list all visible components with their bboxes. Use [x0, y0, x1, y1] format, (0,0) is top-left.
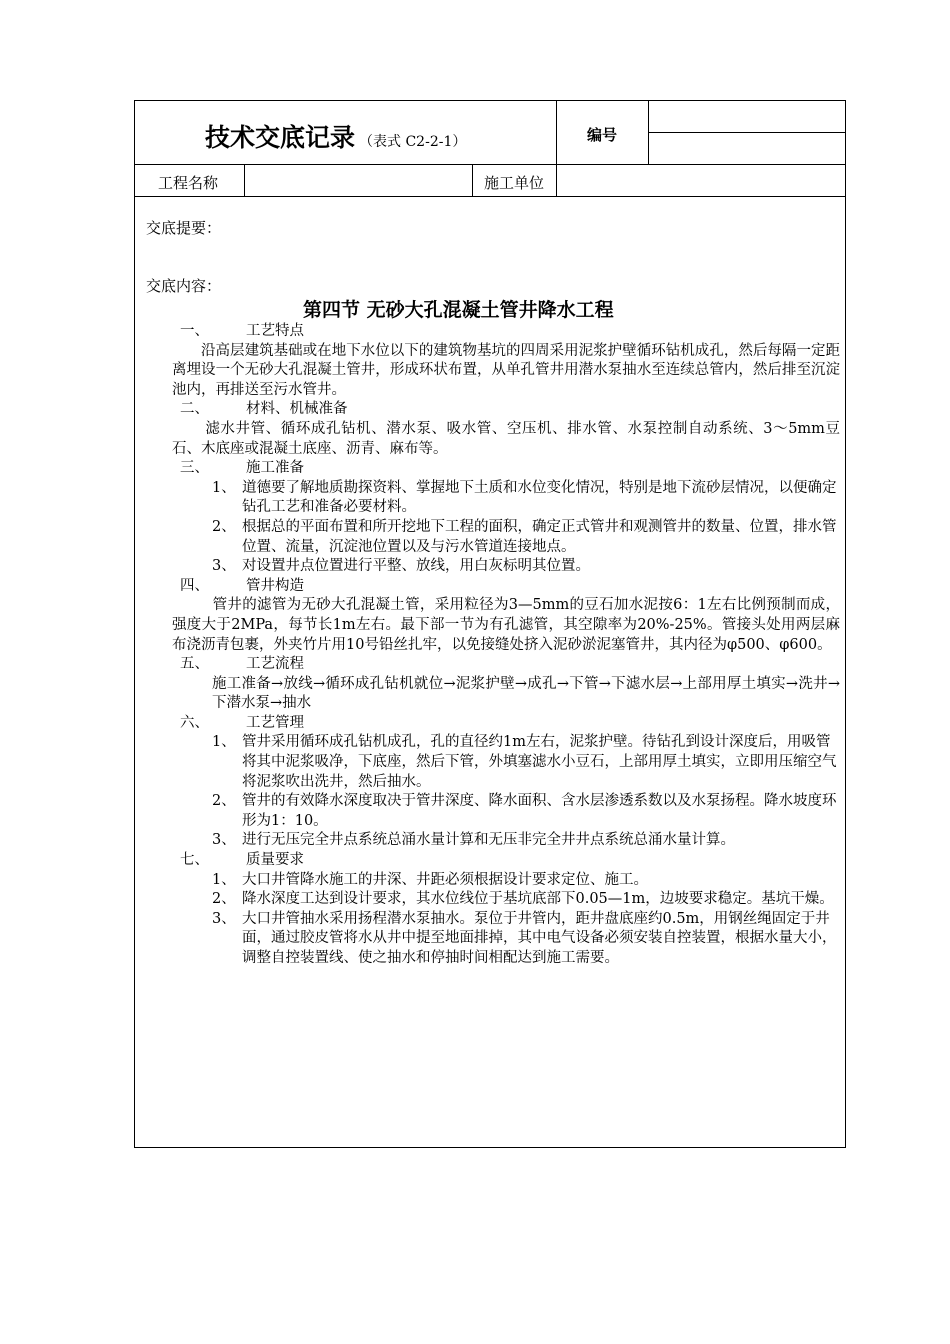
col-divider-project-label — [244, 164, 245, 196]
list-item: 3、 进行无压完全井点系统总涌水量计算和无压非完全井井点系统总涌水量计算。 — [212, 832, 735, 849]
section-heading: 六、 工艺管理 — [180, 714, 304, 731]
section-heading: 五、 工艺流程 — [180, 656, 304, 673]
content-body — [172, 322, 840, 969]
project-name-label: 工程名称 — [158, 174, 219, 192]
document-title — [205, 118, 466, 154]
list-item: 2、 根据总的平面布置和所开挖地下工程的面积，确定正式管井和观测管井的数量、位置，排水管位置、流量，沉淀池位置以及与污水管道连接地点。 — [212, 518, 837, 555]
title-text: 技术交底记录 — [205, 123, 356, 152]
col-divider-unit-label — [472, 164, 473, 196]
number-cell-divider — [648, 132, 846, 133]
col-divider-number — [648, 100, 649, 164]
form-code: （表式 C2-2-1） — [359, 134, 467, 150]
section-heading: 一、 工艺特点 — [180, 323, 304, 339]
section-heading: 三、 施工准备 — [180, 460, 304, 477]
section-title: 第四节 无砂大孔混凝土管井降水工程 — [303, 299, 614, 321]
section-paragraph: 施工准备→放线→循环成孔钻机就位→泥浆护壁→成孔→下管→下滤水层→上部用厚土填实→洗井→下潜水泵→抽水 — [212, 675, 840, 712]
summary-label: 交底提要： — [146, 219, 222, 237]
list-item: 1、 管井采用循环成孔钻机成孔，孔的直径约1m左右，泥浆护壁。待钻孔到设计深度后，用吸管将其中泥浆吸净，下底座，然后下管，外填塞滤水小豆石，上部用厚土填实，立即用压缩空气将泥浆吹出洗井，然后抽水。 — [212, 734, 837, 790]
list-item: 1、 道德要了解地质勘探资料、掌握地下土质和水位变化情况，特别是地下流砂层情况，以便确定钻孔工艺和准备必要材料。 — [212, 479, 837, 516]
row-divider-header — [134, 164, 846, 165]
list-item: 3、 大口井管抽水采用扬程潜水泵抽水。泵位于井管内，距井盘底座约0.5m，用钢丝绳固定于井面，通过胶皮管将水从井中提至地面排掉，其中电气设备必须安装自控装置，根据水量大小，调整自控装置线、使之抽水和停抽时间相配达到施工需要。 — [212, 910, 837, 966]
construction-unit-label: 施工单位 — [484, 174, 545, 192]
col-divider-unit-value — [556, 164, 557, 196]
section-paragraph: 滤水井管、循环成孔钻机、潜水泵、吸水管、空压机、排水管、水泵控制自动系统、3～5mm豆石、木底座或混凝土底座、沥青、麻布等。 — [172, 420, 840, 457]
list-item: 3、 对设置井点位置进行平整、放线，用白灰标明其位置。 — [212, 558, 590, 575]
list-item: 1、 大口井管降水施工的井深、井距必须根据设计要求定位、施工。 — [212, 871, 648, 888]
content-label: 交底内容： — [146, 277, 222, 295]
section-heading: 四、 管井构造 — [180, 577, 304, 594]
section-heading: 二、 材料、机械准备 — [180, 401, 348, 418]
section-paragraph: 沿高层建筑基础或在地下水位以下的建筑物基坑的四周采用泥浆护壁循环钻机成孔，然后每隔一定距离埋设一个无砂大孔混凝土管井，形成环状布置，从单孔管井用潜水泵抽水至连续总管内，然后排至沉淀池内，再排送至污水管井。 — [172, 342, 840, 398]
section-paragraph: 管井的滤管为无砂大孔混凝土管，采用粒径为3—5mm的豆石加水泥按6：1左右比例预制而成，强度大于2MPa，每节长1m左右。最下部一节为有孔滤管，其空隙率为20%-25%。管接头处用两层麻布浇沥青包裹，外夹竹片用10号铅丝扎牢，以免接缝处挤入泥砂淤泥塞管井，其内径为φ500、φ600。 — [172, 597, 840, 653]
section-heading: 七、 质量要求 — [180, 852, 304, 869]
row-divider-project — [134, 196, 846, 197]
list-item: 2、 降水深度工达到设计要求，其水位线位于基坑底部下0.05—1m，边坡要求稳定。基坑干燥。 — [212, 891, 834, 908]
col-divider-title — [556, 100, 557, 164]
number-label: 编号 — [587, 126, 618, 144]
list-item: 2、 管井的有效降水深度取决于管井深度、降水面积、含水层渗透系数以及水泵扬程。降水坡度环形为1：10。 — [212, 793, 837, 829]
